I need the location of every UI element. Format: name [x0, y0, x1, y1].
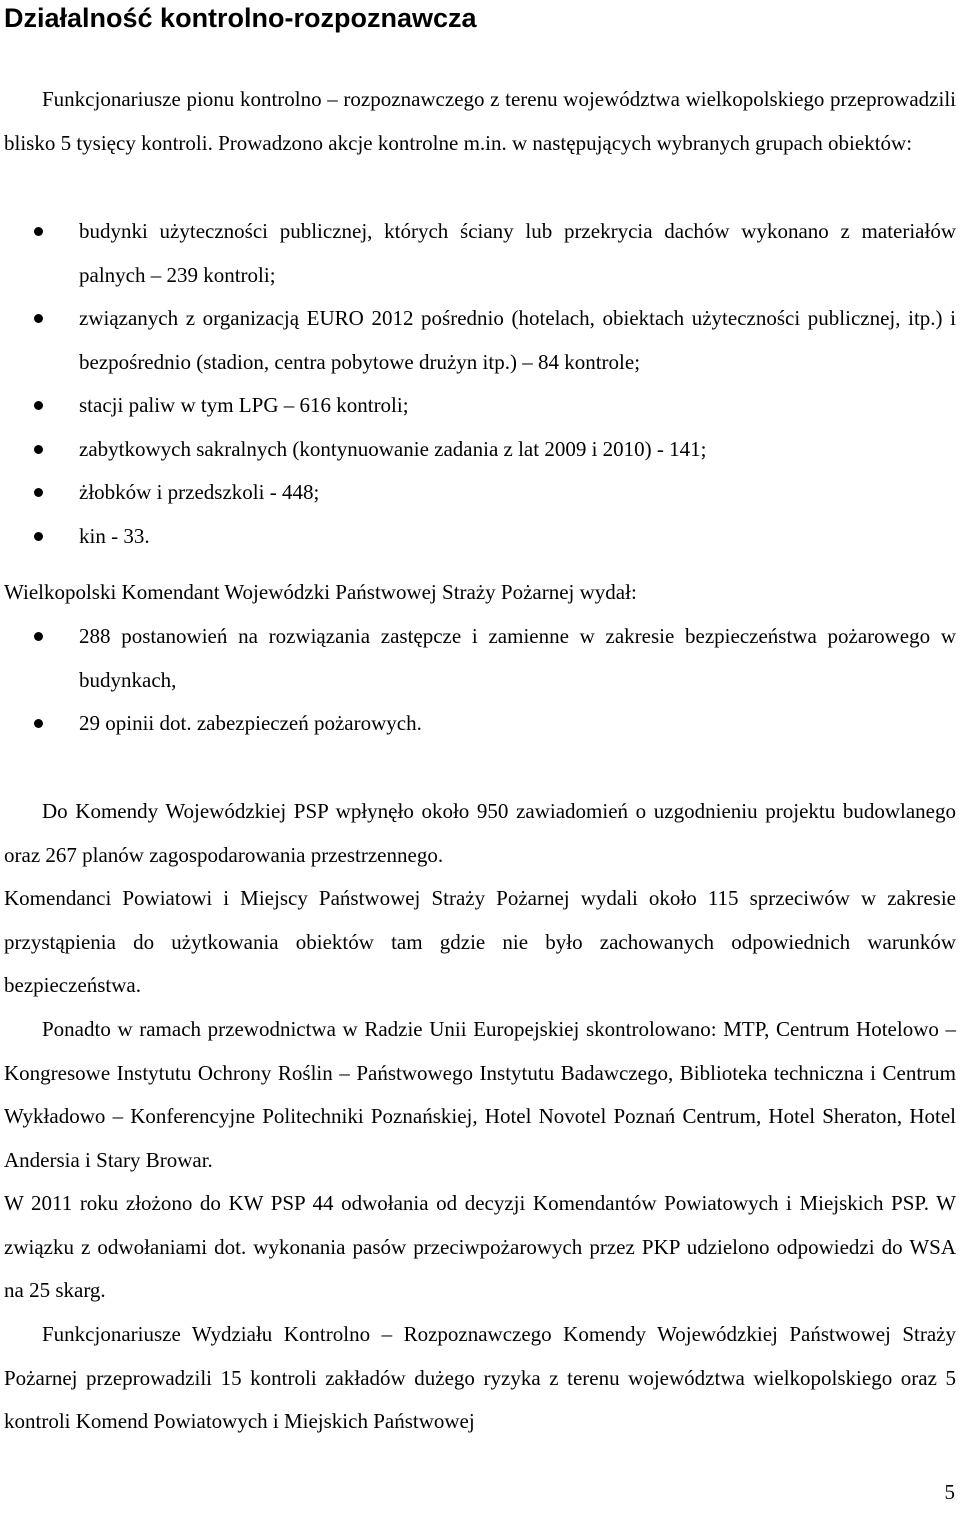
page-number: 5 — [944, 1480, 955, 1504]
bullet-icon — [34, 632, 43, 641]
list-item — [0, 210, 956, 297]
paragraph-appeals: W 2011 roku złożono do KW PSP 44 odwołania od decyzji Komendantów Powiatowych i Miejskich PSP. W związku z odwołaniami dot. wykonania pasów przeciwpożarowych przez PKP udzielono odpowiedzi do WSA na 25 skarg. — [4, 1191, 956, 1302]
list-item — [0, 428, 956, 472]
bullet-icon — [34, 532, 43, 541]
list-item-text: kin - 33. — [79, 523, 150, 548]
object-groups-list — [0, 210, 956, 558]
list-item — [0, 471, 956, 515]
paragraph-notifications: Do Komendy Wojewódzkiej PSP wpłynęło około 950 zawiadomień o uzgodnieniu projektu budowlanego oraz 267 planów zagospodarowania przestrzennego. — [4, 799, 956, 867]
bullet-icon — [34, 719, 43, 728]
list-item-text: żłobków i przedszkoli - 448; — [79, 480, 320, 504]
list-item-text: związanych z organizacją EURO 2012 pośrednio (hotelach, obiektach użyteczności publicznej, itp.) i bezpośrednio (stadion, centra pobytowe drużyn itp.) – 84 kontrole; — [79, 306, 956, 374]
list-item — [0, 297, 956, 384]
list-item — [0, 702, 956, 746]
list-item-text: budynki użyteczności publicznej, których ściany lub przekrycia dachów wykonano z materiałów palnych – 239 kontroli; — [79, 219, 956, 287]
bullet-icon — [34, 227, 43, 236]
list-item-text: 288 postanowień na rozwiązania zastępcze i zamienne w zakresie bezpieczeństwa pożarowego w budynkach, — [79, 624, 956, 692]
bullet-icon — [34, 401, 43, 410]
list-item — [0, 384, 956, 428]
bullet-icon — [34, 488, 43, 497]
bullet-icon — [34, 314, 43, 323]
bullet-icon — [34, 445, 43, 454]
intro-paragraph: Funkcjonariusze pionu kontrolno – rozpoznawczego z terenu województwa wielkopolskiego przeprowadzili blisko 5 tysięcy kontroli. Prowadzono akcje kontrolne m.in. w następujących wybranych grupach obiektów: — [4, 87, 956, 155]
list-item-text: 29 opinii dot. zabezpieczeń pożarowych. — [79, 711, 422, 735]
commandant-list — [0, 615, 956, 746]
list-item-text: zabytkowych sakralnych (kontynuowanie zadania z lat 2009 i 2010) - 141; — [79, 436, 707, 461]
paragraph-eu-presidency: Ponadto w ramach przewodnictwa w Radzie Unii Europejskiej skontrolowano: MTP, Centrum Hotelowo – Kongresowe Instytutu Ochrony Roślin – Państwowego Instytutu Badawczego, Biblioteka techniczna i Centrum Wykładowo – Konferencyjne Politechniki Poznańskiej, Hotel Novotel Poznań Centrum, Hotel Sheraton, Hotel Andersia i Stary Browar. — [4, 1017, 956, 1172]
paragraph-objections: Komendanci Powiatowi i Miejscy Państwowej Straży Pożarnej wydali około 115 sprzeciwów w zakresie przystąpienia do użytkowania obiektów tam gdzie nie było zachowanych odpowiednich warunków bezpieczeństwa. — [4, 886, 956, 997]
paragraph-inspections: Funkcjonariusze Wydziału Kontrolno – Rozpoznawczego Komendy Wojewódzkiej Państwowej Straży Pożarnej przeprowadzili 15 kontroli zakładów dużego ryzyka z terenu województwa wielkopolskiego oraz 5 kontroli Komend Powiatowych i Miejskich Państwowej — [4, 1322, 956, 1433]
section-title: Działalność kontrolno-rozpoznawcza — [4, 3, 477, 33]
list-item — [0, 515, 956, 559]
list-item — [0, 615, 956, 702]
list-item-text: stacji paliw w tym LPG – 616 kontroli; — [79, 393, 409, 417]
commandant-intro: Wielkopolski Komendant Wojewódzki Państwowej Straży Pożarnej wydał: — [4, 580, 637, 604]
